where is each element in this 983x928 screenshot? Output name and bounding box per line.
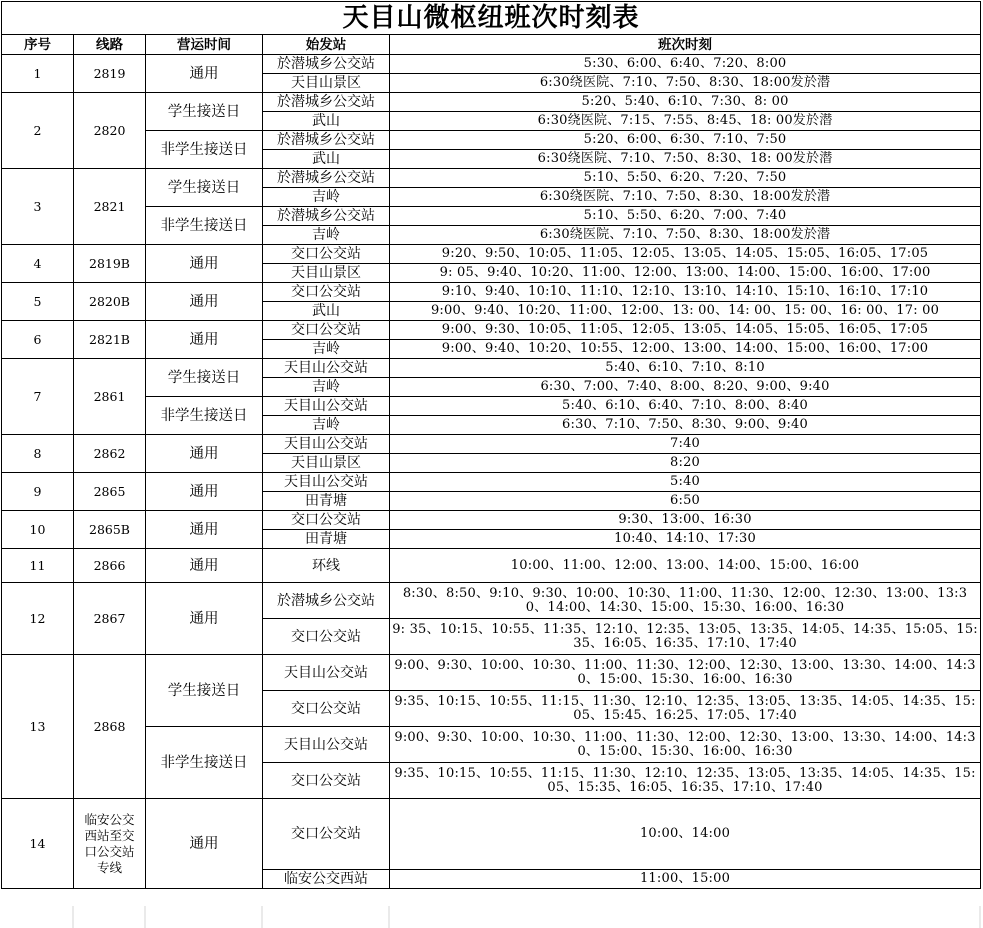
route-seq: 7: [2, 359, 74, 435]
origin-station: 於潜城乡公交站: [263, 55, 390, 74]
route-line: 2862: [74, 435, 146, 473]
service-type: 学生接送日: [146, 93, 263, 131]
route-line: 2868: [74, 655, 146, 799]
origin-station: 吉岭: [263, 416, 390, 435]
header-times: 班次时刻: [390, 35, 981, 55]
table-row: [2, 549, 981, 583]
departure-times: 5:10、5:50、6:20、7:20、7:50: [390, 169, 981, 188]
service-type: 通用: [146, 549, 263, 583]
origin-station: 於潜城乡公交站: [263, 207, 390, 226]
origin-station: 天目山公交站: [263, 655, 390, 691]
departure-times: 5:30、6:00、6:40、7:20、8:00: [390, 55, 981, 74]
departure-times: 9:20、9:50、10:05、11:05、12:05、13:05、14:05、15:05、16:05、17:05: [390, 245, 981, 264]
service-type: 非学生接送日: [146, 727, 263, 799]
origin-station: 临安公交西站: [263, 870, 390, 889]
service-type: 通用: [146, 473, 263, 511]
origin-station: 武山: [263, 302, 390, 321]
table-row: [2, 93, 981, 112]
departure-times: 10:40、14:10、17:30: [390, 530, 981, 549]
origin-station: 於潜城乡公交站: [263, 583, 390, 619]
table-row: [2, 397, 981, 416]
departure-times: 9:00、9:30、10:05、11:05、12:05、13:05、14:05、15:05、16:05、17:05: [390, 321, 981, 340]
origin-station: 天目山景区: [263, 264, 390, 283]
departure-times: 6:30绕医院、7:10、7:50、8:30、18:00发於潜: [390, 74, 981, 93]
route-line: 2861: [74, 359, 146, 435]
departure-times: 10:00、14:00: [390, 799, 981, 870]
origin-station: 田青塘: [263, 492, 390, 511]
service-type: 通用: [146, 55, 263, 93]
table-row: [2, 207, 981, 226]
header-seq: 序号: [2, 35, 74, 55]
departure-times: 6:30绕医院、7:10、7:50、8:30、18:00发於潜: [390, 226, 981, 245]
origin-station: 交口公交站: [263, 763, 390, 799]
origin-station: 武山: [263, 150, 390, 169]
service-type: 通用: [146, 245, 263, 283]
route-seq: 2: [2, 93, 74, 169]
header-service: 营运时间: [146, 35, 263, 55]
route-line: 2821: [74, 169, 146, 245]
service-type: 通用: [146, 799, 263, 889]
route-line: 2821B: [74, 321, 146, 359]
table-row: [2, 283, 981, 302]
departure-times: 10:00、11:00、12:00、13:00、14:00、15:00、16:00: [390, 549, 981, 583]
header-row: [2, 35, 981, 55]
origin-station: 交口公交站: [263, 799, 390, 870]
origin-station: 天目山公交站: [263, 727, 390, 763]
departure-times: 9:00、9:30、10:00、10:30、11:00、11:30、12:00、12:30、13:00、13:30、14:00、14:30、15:00、15:30、16:00、16:30: [390, 655, 981, 691]
table-row: [2, 55, 981, 74]
route-line: 临安公交西站至交口公交站专线: [74, 799, 146, 889]
table-row: [2, 799, 981, 870]
table-row: [2, 131, 981, 150]
table-row: [2, 727, 981, 763]
route-line: 2820: [74, 93, 146, 169]
route-seq: 3: [2, 169, 74, 245]
departure-times: 5:40: [390, 473, 981, 492]
route-seq: 5: [2, 283, 74, 321]
sheet-gridlines: [0, 906, 983, 928]
departure-times: 6:30绕医院、7:10、7:50、8:30、18: 00发於潜: [390, 150, 981, 169]
table-row: [2, 169, 981, 188]
origin-station: 吉岭: [263, 226, 390, 245]
service-type: 通用: [146, 435, 263, 473]
header-line: 线路: [74, 35, 146, 55]
table-row: [2, 583, 981, 619]
route-seq: 14: [2, 799, 74, 889]
departure-times: 9:10、9:40、10:10、11:10、12:10、13:10、14:10、15:10、16:10、17:10: [390, 283, 981, 302]
origin-station: 天目山景区: [263, 454, 390, 473]
service-type: 通用: [146, 511, 263, 549]
departure-times: 5:40、6:10、7:10、8:10: [390, 359, 981, 378]
route-seq: 9: [2, 473, 74, 511]
service-type: 非学生接送日: [146, 131, 263, 169]
table-row: [2, 473, 981, 492]
departure-times: 9:35、10:15、10:55、11:15、11:30、12:10、12:35、13:05、13:35、14:05、14:35、15:05、15:45、16:25、17:05、17:40: [390, 691, 981, 727]
service-type: 学生接送日: [146, 169, 263, 207]
departure-times: 6:30、7:00、7:40、8:00、8:20、9:00、9:40: [390, 378, 981, 397]
origin-station: 交口公交站: [263, 511, 390, 530]
service-type: 非学生接送日: [146, 397, 263, 435]
origin-station: 於潜城乡公交站: [263, 131, 390, 150]
timetable: [1, 1, 981, 889]
route-line: 2865B: [74, 511, 146, 549]
route-seq: 11: [2, 549, 74, 583]
table-row: [2, 655, 981, 691]
departure-times: 9: 05、9:40、10:20、11:00、12:00、13:00、14:00、15:00、16:00、17:00: [390, 264, 981, 283]
departure-times: 9:35、10:15、10:55、11:15、11:30、12:10、12:35、13:05、13:35、14:05、14:35、15:05、15:35、16:05、16:35、17:10、17:40: [390, 763, 981, 799]
route-line: 2866: [74, 549, 146, 583]
origin-station: 交口公交站: [263, 245, 390, 264]
route-line: 2867: [74, 583, 146, 655]
table-row: [2, 435, 981, 454]
service-type: 通用: [146, 583, 263, 655]
origin-station: 天目山公交站: [263, 359, 390, 378]
departure-times: 9:00、9:40、10:20、10:55、12:00、13:00、14:00、15:00、16:00、17:00: [390, 340, 981, 359]
route-seq: 13: [2, 655, 74, 799]
route-seq: 1: [2, 55, 74, 93]
origin-station: 吉岭: [263, 188, 390, 207]
departure-times: 6:50: [390, 492, 981, 511]
route-seq: 8: [2, 435, 74, 473]
origin-station: 天目山公交站: [263, 397, 390, 416]
departure-times: 9:00、9:30、10:00、10:30、11:00、11:30、12:00、12:30、13:00、13:30、14:00、14:30、15:00、15:30、16:00、16:30: [390, 727, 981, 763]
origin-station: 环线: [263, 549, 390, 583]
departure-times: 8:30、8:50、9:10、9:30、10:00、10:30、11:00、11:30、12:00、12:30、13:00、13:30、14:00、14:30、15:00、15:30、16:00、16:30: [390, 583, 981, 619]
origin-station: 天目山公交站: [263, 435, 390, 454]
route-line: 2820B: [74, 283, 146, 321]
departure-times: 7:40: [390, 435, 981, 454]
service-type: 通用: [146, 321, 263, 359]
departure-times: 6:30绕医院、7:10、7:50、8:30、18:00发於潜: [390, 188, 981, 207]
departure-times: 6:30绕医院、7:15、7:55、8:45、18: 00发於潜: [390, 112, 981, 131]
departure-times: 5:20、5:40、6:10、7:30、8: 00: [390, 93, 981, 112]
table-row: [2, 511, 981, 530]
service-type: 通用: [146, 283, 263, 321]
origin-station: 於潜城乡公交站: [263, 169, 390, 188]
route-seq: 4: [2, 245, 74, 283]
origin-station: 吉岭: [263, 378, 390, 397]
origin-station: 交口公交站: [263, 619, 390, 655]
origin-station: 田青塘: [263, 530, 390, 549]
route-line: 2819B: [74, 245, 146, 283]
departure-times: 5:40、6:10、6:40、7:10、8:00、8:40: [390, 397, 981, 416]
origin-station: 天目山公交站: [263, 473, 390, 492]
origin-station: 交口公交站: [263, 691, 390, 727]
service-type: 学生接送日: [146, 359, 263, 397]
departure-times: 8:20: [390, 454, 981, 473]
departure-times: 5:20、6:00、6:30、7:10、7:50: [390, 131, 981, 150]
table-row: [2, 321, 981, 340]
departure-times: 9: 35、10:15、10:55、11:35、12:10、12:35、13:05、13:35、14:05、14:35、15:05、15:35、16:05、16:35、17:10、17:40: [390, 619, 981, 655]
origin-station: 天目山景区: [263, 74, 390, 93]
origin-station: 交口公交站: [263, 283, 390, 302]
origin-station: 交口公交站: [263, 321, 390, 340]
timetable-title: 天目山微枢纽班次时刻表: [2, 2, 981, 35]
table-row: [2, 359, 981, 378]
origin-station: 吉岭: [263, 340, 390, 359]
service-type: 非学生接送日: [146, 207, 263, 245]
route-line: 2819: [74, 55, 146, 93]
service-type: 学生接送日: [146, 655, 263, 727]
route-seq: 6: [2, 321, 74, 359]
route-seq: 10: [2, 511, 74, 549]
departure-times: 9:00、9:40、10:20、11:00、12:00、13: 00、14: 00、15: 00、16: 00、17: 00: [390, 302, 981, 321]
route-line: 2865: [74, 473, 146, 511]
departure-times: 11:00、15:00: [390, 870, 981, 889]
departure-times: 6:30、7:10、7:50、8:30、9:00、9:40: [390, 416, 981, 435]
route-seq: 12: [2, 583, 74, 655]
origin-station: 於潜城乡公交站: [263, 93, 390, 112]
departure-times: 5:10、5:50、6:20、7:00、7:40: [390, 207, 981, 226]
table-row: [2, 245, 981, 264]
header-station: 始发站: [263, 35, 390, 55]
title-row: [2, 2, 981, 35]
departure-times: 9:30、13:00、16:30: [390, 511, 981, 530]
origin-station: 武山: [263, 112, 390, 131]
